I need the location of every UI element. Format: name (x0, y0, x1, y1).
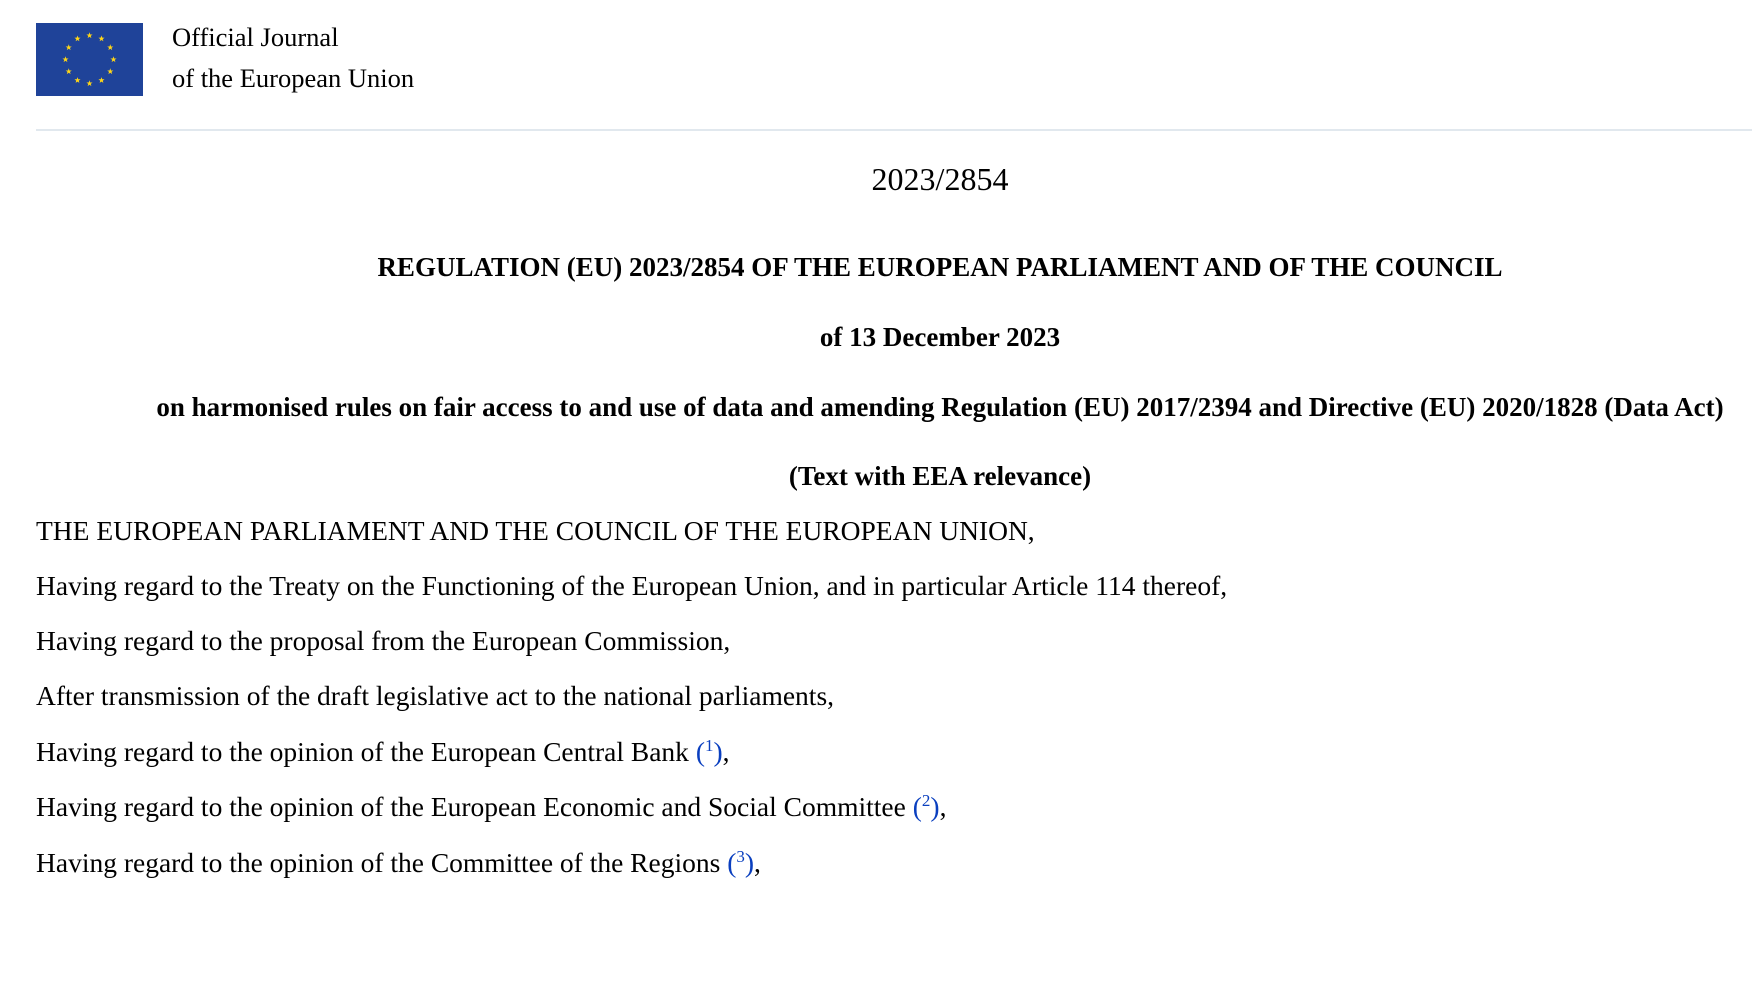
footnote-number-1: 1 (704, 736, 714, 755)
document-number: 2023/2854 (871, 161, 1009, 197)
preamble-ecb-opinion (36, 735, 730, 769)
regulation-subject: on harmonised rules on fair access to and use of data and amending Regulation (EU) 2017/2394 and Directive (EU) 2020/1828 (Data Act) (156, 392, 1724, 422)
footnote-open: ( (695, 736, 705, 767)
footnote-close: ) (930, 791, 940, 822)
preamble-proposal: Having regard to the proposal from the European Commission, (36, 625, 731, 656)
footnote-open: ( (727, 847, 737, 878)
preamble-intro: THE EUROPEAN PARLIAMENT AND THE COUNCIL OF THE EUROPEAN UNION, (36, 515, 1035, 546)
trailing-comma: , (754, 847, 761, 878)
footnote-link-3[interactable] (727, 847, 754, 878)
regulation-date: of 13 December 2023 (819, 322, 1061, 352)
header-divider (36, 129, 1752, 131)
journal-title-line1: Official Journal (172, 22, 339, 52)
regulation-title: REGULATION (EU) 2023/2854 OF THE EUROPEAN PARLIAMENT AND OF THE COUNCIL (377, 252, 1503, 282)
footnote-number-2: 2 (921, 791, 931, 810)
eesc-opinion-text: Having regard to the opinion of the European Economic and Social Committee (36, 791, 906, 822)
eu-flag-icon (36, 23, 143, 96)
footnote-close: ) (713, 736, 723, 767)
preamble-cor-opinion (36, 846, 761, 880)
footnote-link-1[interactable] (696, 736, 723, 767)
journal-header (36, 23, 414, 97)
cor-opinion-text: Having regard to the opinion of the Committee of the Regions (36, 847, 721, 878)
preamble-eesc-opinion (36, 790, 946, 824)
footnote-close: ) (744, 847, 755, 878)
journal-title (172, 17, 414, 99)
journal-title-line2: of the European Union (172, 63, 415, 93)
preamble-treaty: Having regard to the Treaty on the Functioning of the European Union, and in particular Article 114 thereof, (36, 570, 1228, 601)
preamble-transmission: After transmission of the draft legislative act to the national parliaments, (36, 680, 835, 711)
footnote-number-3: 3 (736, 847, 745, 866)
ecb-opinion-text: Having regard to the opinion of the European Central Bank (36, 736, 689, 767)
trailing-comma: , (939, 791, 947, 822)
footnote-link-2[interactable] (913, 791, 940, 822)
footnote-open: ( (912, 791, 922, 822)
eea-relevance: (Text with EEA relevance) (788, 461, 1092, 491)
trailing-comma: , (722, 736, 730, 767)
